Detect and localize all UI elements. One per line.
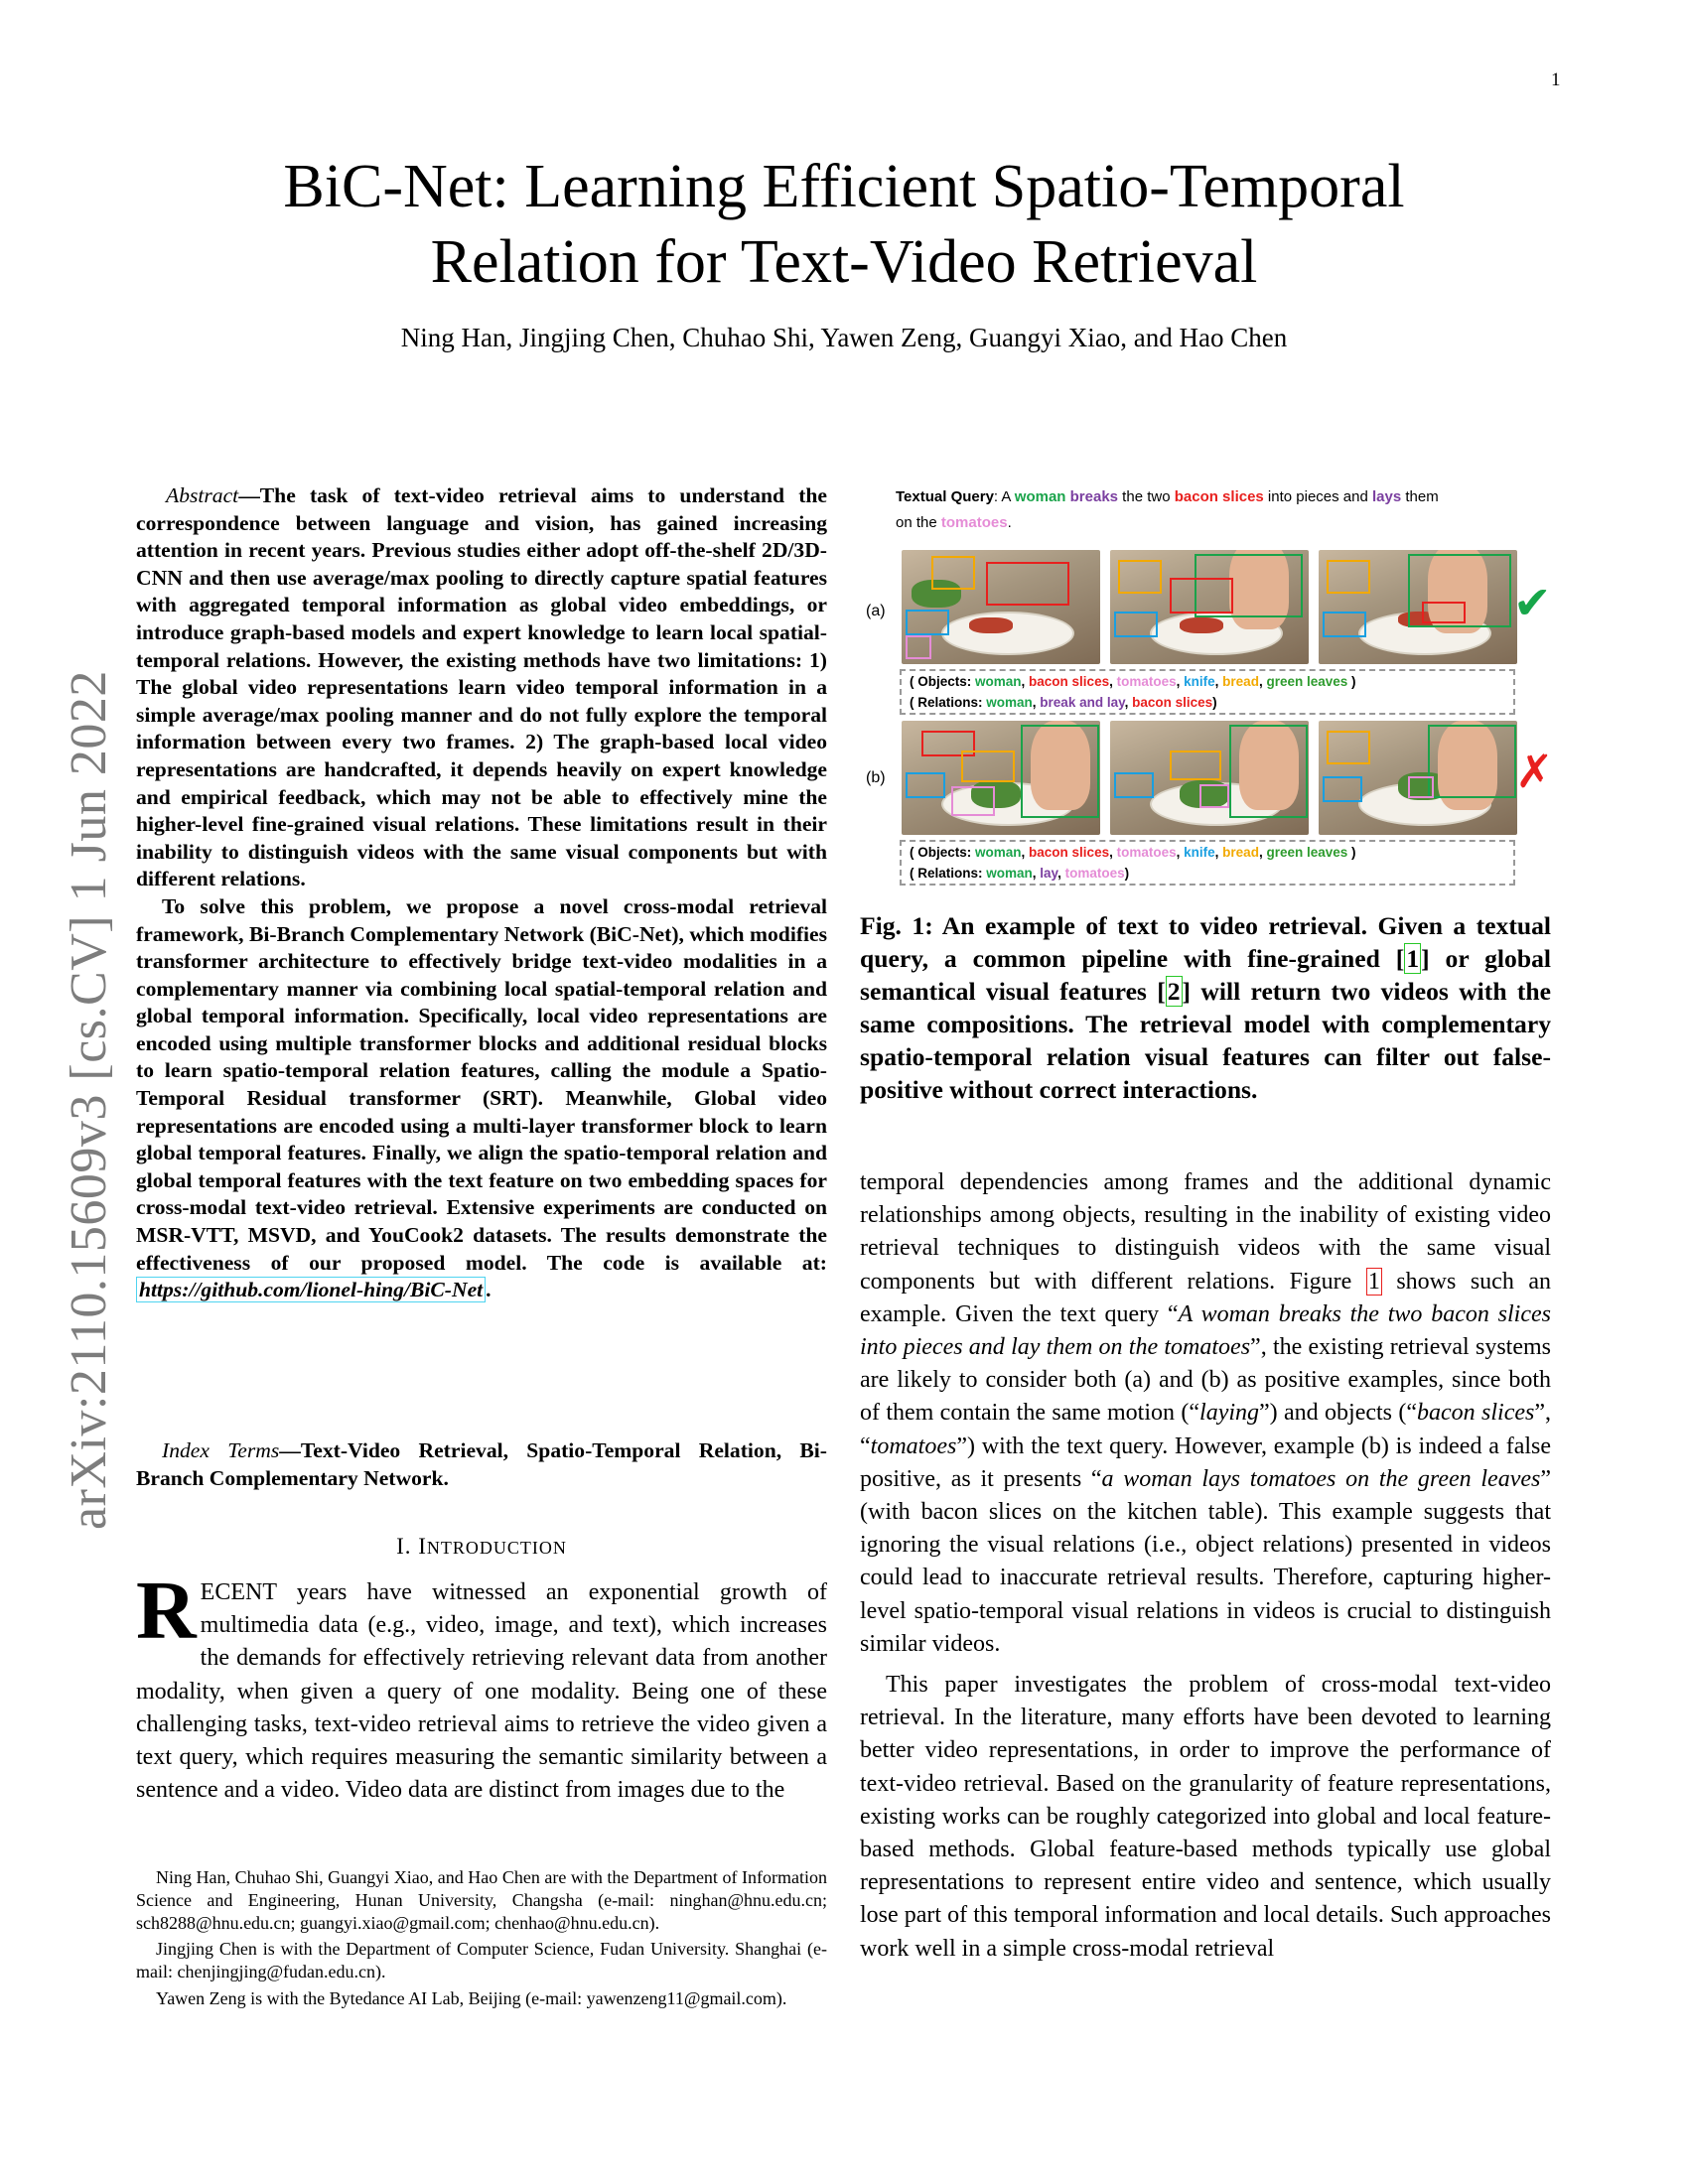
query-mid-3: them (1401, 488, 1439, 505)
rel-bacon: bacon slices (1132, 695, 1213, 710)
drop-cap: R (136, 1565, 197, 1657)
comma: , (1214, 845, 1223, 860)
rel-prefix: ( Relations: (910, 866, 987, 881)
comma: , (1109, 674, 1117, 689)
frame-b2 (1110, 721, 1309, 835)
objects-line-a (910, 671, 1513, 692)
query-line-2: on the (896, 514, 941, 531)
comma: , (1176, 845, 1185, 860)
section-first-letter: I (418, 1534, 427, 1559)
textual-query (896, 484, 1511, 536)
obj-suffix: ) (1347, 845, 1356, 860)
comma: , (1032, 695, 1041, 710)
caption-label: Fig. 1: (860, 911, 942, 940)
section-heading-introduction (136, 1534, 827, 1560)
index-terms-label: Index Terms (162, 1438, 280, 1462)
obj-prefix: ( Objects: (910, 845, 976, 860)
objects-relations-b (900, 840, 1515, 886)
rt-1a: temporal dependencies among frames and the additional dynamic relationships among objects, resulting in the inability of existing video retrieval techniques to distinguish videos with the same visual components but with different relations. Figure (860, 1169, 1551, 1295)
rel-prefix: ( Relations: (910, 695, 987, 710)
obj-bread: bread (1222, 674, 1259, 689)
abstract-text-2: To solve this problem, we propose a novel cross-modal retrieval framework, Bi-Branch Complementary Network (BiC-Net), which modifies transformer architecture to effectively bridge text-video modalities in a complementary manner via combining local spatial-temporal relation and global temporal information. Specifically, local video representations are encoded using multiple transformer blocks and additional residual blocks to learn spatio-temporal relation features, calling the module a Spatio-Temporal Residual transformer (SRT). Meanwhile, Global video representations are encoded using a multi-layer transformer block to learn global temporal features. Finally, we align the spatio-temporal relation and global temporal features with the text feature on two embedding spaces for cross-modal text-video retrieval. Extensive experiments are conducted on MSR-VTT, MSVD, and YouCook2 datasets. The results demonstrate the effectiveness of our proposed model. The code is available at: (136, 893, 827, 1275)
footnote-3: Yawen Zeng is with the Bytedance AI Lab, Beijing (e-mail: yawenzeng11@gmail.com). (156, 1987, 787, 2008)
rt-1f: ”) with the text query. However, example (b) is indeed a false positive, as it presents “ (860, 1433, 1551, 1492)
obj-bacon: bacon slices (1029, 845, 1110, 860)
objects-relations-a (900, 669, 1515, 715)
comma: , (1021, 674, 1030, 689)
obj-leaves: green leaves (1266, 674, 1348, 689)
rel-action: lay (1040, 866, 1058, 881)
rel-action: break and lay (1040, 695, 1125, 710)
introduction-text (136, 1565, 827, 1807)
rt-query: A woman breaks the two bacon slices into pieces and lay them on the tomatoes (860, 1300, 1551, 1361)
abstract-text-1: —The task of text-video retrieval aims to understand the correspondence between language and vision, has gained increasing attention in recent years. Previous studies either adopt off-the-shelf 2D/3D-CNN and then use average/max pooling to directly capture spatial features with aggregated temporal information as global video embeddings, or introduce graph-based models and expert knowledge to learn local spatial-temporal relations. However, the existing methods have two limitations: 1) The global video representations learn video temporal information in a simple average/max pooling manner and do not fully explore the temporal information between every two frames. 2) The graph-based local video representations are handcrafted, it depends heavily on expert knowledge and empirical feedback, which may not be able to effectively mine the higher-level fine-grained visual relations. These limitations result in their inability to distinguish videos with the same visual components but with different relations. (136, 483, 827, 891)
obj-woman: woman (975, 845, 1022, 860)
query-label: Textual Query (896, 488, 994, 505)
row-label-a: (a) (866, 603, 886, 619)
code-link[interactable]: https://github.com/lionel-hing/BiC-Net (136, 1277, 486, 1302)
section-numeral: I. (396, 1534, 419, 1559)
query-word-bacon: bacon slices (1174, 488, 1264, 505)
right-paragraph-2: This paper investigates the problem of cross-modal text-video retrieval. In the literature, many efforts have been devoted to learning better video representations, in order to improve the performance of text-video retrieval. Based on the granularity of feature representations, existing works can be roughly categorized into global and local feature-based methods. Global feature-based methods typically use global representations to represent entire video and sentence, which usually lose part of this temporal information and local details. Such approaches work well in a simple cross-modal retrieval (860, 1672, 1551, 1962)
comma: , (1057, 866, 1065, 881)
right-column-text (860, 1166, 1551, 1974)
obj-leaves: green leaves (1266, 845, 1348, 860)
obj-woman: woman (975, 674, 1022, 689)
figure-caption (860, 909, 1551, 1106)
abstract (136, 482, 827, 1304)
rel-woman: woman (986, 695, 1033, 710)
section-title-rest: NTRODUCTION (426, 1538, 567, 1558)
rel-woman: woman (986, 866, 1033, 881)
intro-paragraph: ECENT years have witnessed an exponential growth of multimedia data (e.g., video, image, and text), which increases the demands for effectively retrieving relevant data from another modality, when given a query of one modality. Being one of these challenging tasks, text-video retrieval aims to retrieve the video given a text query, which requires measuring the semantic similarity between a sentence and a video. Video data are distinct from images due to the (136, 1579, 827, 1804)
frame-b1 (902, 721, 1100, 835)
comma: , (1021, 845, 1030, 860)
row-label-b: (b) (866, 769, 886, 786)
footnote-1: Ning Han, Chuhao Shi, Guangyi Xiao, and Hao Chen are with the Department of Information Science and Engineering, Hunan University, Changsha (e-mail: ninghan@hnu.edu.cn; sch8288@hnu.edu.cn; guangyi.xiao@gmail.com; chenhao@hnu.edu.cn). (136, 1867, 827, 1933)
figure-1 (860, 477, 1555, 893)
index-terms (136, 1437, 827, 1492)
figure-ref-link[interactable]: 1 (1367, 1268, 1380, 1295)
rt-i4: a woman lays tomatoes on the green leaves (1101, 1465, 1541, 1492)
obj-bread: bread (1222, 845, 1259, 860)
query-word-breaks: breaks (1069, 488, 1119, 505)
abstract-label: Abstract (166, 483, 239, 507)
rt-1c: ”, the existing retrieval systems are likely to consider both (a) and (b) as positive examples, since both of them contain the same motion (“ (860, 1334, 1551, 1427)
frame-b3 (1319, 721, 1517, 835)
obj-bacon: bacon slices (1029, 674, 1110, 689)
query-mid-2: into pieces and (1263, 488, 1373, 505)
cross-mark-icon: ✗ (1515, 746, 1554, 797)
relations-line-b (910, 863, 1513, 884)
comma: , (1258, 674, 1267, 689)
comma: , (1109, 845, 1117, 860)
citation-link-2[interactable]: 2 (1167, 977, 1181, 1006)
index-terms-text: —Text-Video Retrieval, Spatio-Temporal Relation, Bi-Branch Complementary Network. (136, 1438, 827, 1490)
citation-link-1[interactable]: 1 (1406, 944, 1420, 973)
rt-1e: ”, “ (860, 1400, 1551, 1459)
check-mark-icon: ✔ (1513, 577, 1552, 628)
query-mid-1: the two (1118, 488, 1175, 505)
caption-text-1: An example of text to video retrieval. Given a textual query, a common pipeline with fine-grained [ (860, 911, 1551, 973)
caption-text-2: ] or global semantical visual features [ (860, 944, 1551, 1006)
title-line-2: Relation for Text-Video Retrieval (430, 228, 1258, 296)
obj-tomatoes: tomatoes (1116, 674, 1177, 689)
rt-1b: shows such an example. Given the text query “ (860, 1268, 1551, 1327)
rt-i3: tomatoes (870, 1433, 957, 1459)
query-sep: : A (993, 488, 1015, 505)
obj-prefix: ( Objects: (910, 674, 976, 689)
rel-tomatoes: tomatoes (1064, 866, 1125, 881)
right-paragraph-1 (860, 1166, 1551, 1661)
comma: , (1032, 866, 1041, 881)
query-word-woman: woman (1014, 488, 1066, 505)
author-list: Ning Han, Jingjing Chen, Chuhao Shi, Yawen Zeng, Guangyi Xiao, and Hao Chen (400, 323, 1288, 352)
rel-suffix: ) (1212, 695, 1217, 710)
rel-suffix: ) (1124, 866, 1130, 881)
abstract-paragraph-1 (136, 482, 827, 893)
comma: , (1258, 845, 1267, 860)
rt-1d: ”) and objects (“ (1259, 1400, 1418, 1427)
abstract-end: . (486, 1278, 492, 1302)
footnote-2: Jingjing Chen is with the Department of Computer Science, Fudan University. Shanghai (e-mail: chenjingjing@fudan.edu.cn). (136, 1939, 827, 1982)
query-word-lays: lays (1372, 488, 1402, 505)
abstract-paragraph-2 (136, 893, 827, 1304)
obj-suffix: ) (1347, 674, 1356, 689)
rt-i1: laying (1199, 1400, 1260, 1427)
comma: , (1176, 674, 1185, 689)
rt-i2: bacon slices (1417, 1400, 1535, 1427)
paper-title (149, 149, 1539, 300)
obj-tomatoes: tomatoes (1116, 845, 1177, 860)
obj-knife: knife (1184, 845, 1215, 860)
query-word-tomatoes: tomatoes (940, 514, 1008, 531)
frame-a1 (902, 550, 1100, 664)
arxiv-identifier: arXiv:2110.15609v3 [cs.CV] 1 Jun 2022 (61, 670, 117, 1530)
frame-a2 (1110, 550, 1309, 664)
title-line-1: BiC-Net: Learning Efficient Spatio-Temporal (283, 153, 1405, 220)
comma: , (1214, 674, 1223, 689)
query-end: . (1007, 514, 1012, 531)
relations-line-a (910, 692, 1513, 713)
page-number: 1 (1551, 69, 1561, 90)
caption-text-3: ] will return two videos with the same compositions. The retrieval model with complementary spatio-temporal relation visual features can filter out false-positive without correct interactions. (860, 977, 1551, 1104)
affiliation-footnotes (136, 1866, 827, 2014)
frame-a3 (1319, 550, 1517, 664)
rt-1g: ” (with bacon slices on the kitchen table). This example suggests that ignoring the visual relations (i.e., object relations) presented in videos could lead to inaccurate retrieval results. Therefore, capturing higher-level spatio-temporal visual relations in videos is crucial to distinguish similar videos. (860, 1465, 1552, 1657)
obj-knife: knife (1184, 674, 1215, 689)
objects-line-b (910, 842, 1513, 863)
comma: , (1124, 695, 1133, 710)
